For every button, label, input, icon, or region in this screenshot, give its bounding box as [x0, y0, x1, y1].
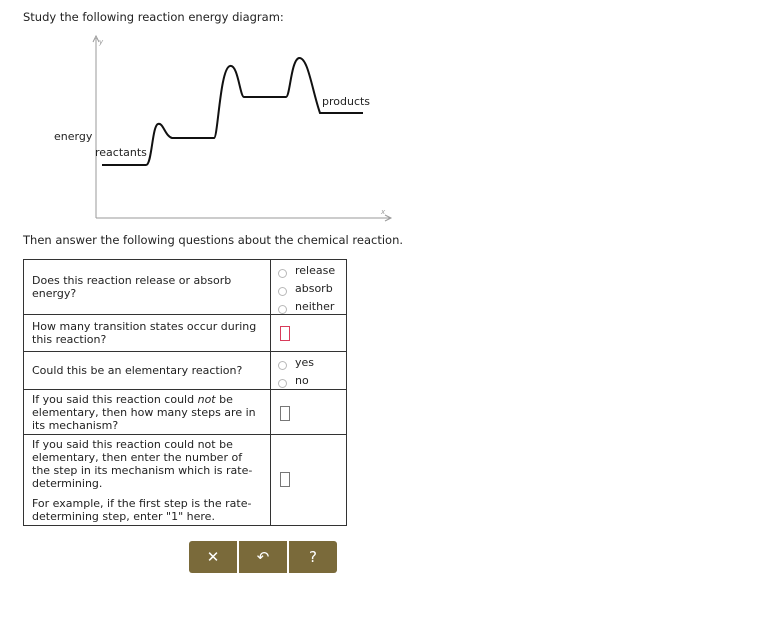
help-icon: ?	[309, 548, 317, 566]
x-axis-label: x	[381, 208, 386, 216]
clear-button[interactable]	[189, 541, 237, 573]
undo-button[interactable]	[239, 541, 287, 573]
action-button-bar	[189, 541, 337, 573]
option-no[interactable]	[278, 373, 309, 388]
question-text-start: If you said this reaction could	[32, 392, 198, 406]
answer-cell	[271, 315, 347, 352]
question-note: For example, if the first step is the rate-determining step, enter "1" here.	[32, 496, 252, 523]
products-label: products	[322, 95, 371, 108]
question-text: Could this be an elementary reaction?	[24, 352, 271, 390]
question-row-release-absorb	[24, 260, 347, 315]
option-absorb[interactable]	[278, 281, 333, 296]
undo-icon: ↶	[256, 548, 270, 566]
question-text	[24, 390, 271, 435]
option-neither[interactable]	[278, 299, 334, 314]
question-row-rate-determining	[24, 435, 347, 526]
option-label: absorb	[295, 282, 333, 295]
radio-no[interactable]	[278, 379, 287, 388]
question-text: Does this reaction release or absorb energy?	[24, 260, 271, 315]
instructions-text: Then answer the following questions about the chemical reaction.	[23, 233, 404, 247]
question-cell	[24, 435, 271, 526]
radio-neither[interactable]	[278, 305, 287, 314]
question-row-transition-states	[24, 315, 347, 352]
questions-table	[23, 259, 347, 526]
answer-cell	[271, 390, 347, 435]
question-text: If you said this reaction could not be elementary, then enter the number of the step in its mechanism which is rate-determining.	[32, 437, 253, 490]
answer-cell	[271, 352, 347, 390]
y-axis-label: y	[99, 38, 104, 46]
energy-diagram	[0, 0, 762, 233]
rate-determining-step-input[interactable]	[280, 472, 290, 487]
question-text: How many transition states occur during this reaction?	[24, 315, 271, 352]
reactants-label: reactants	[95, 146, 147, 159]
radio-yes[interactable]	[278, 361, 287, 370]
answer-cell	[271, 260, 347, 315]
question-row-elementary	[24, 352, 347, 390]
energy-label: energy	[54, 130, 93, 143]
option-label: neither	[295, 300, 335, 313]
transition-states-input[interactable]	[280, 326, 290, 341]
option-label: no	[295, 374, 309, 387]
option-label: release	[295, 264, 336, 277]
answer-cell	[271, 435, 347, 526]
question-row-mechanism-steps	[24, 390, 347, 435]
intro-text: Study the following reaction energy diagram:	[23, 10, 284, 24]
radio-release[interactable]	[278, 269, 287, 278]
close-icon: ✕	[206, 548, 220, 566]
option-release[interactable]	[278, 263, 335, 278]
question-text-end: be elementary, then how many steps are in its mechanism?	[32, 392, 256, 432]
radio-absorb[interactable]	[278, 287, 287, 296]
mechanism-steps-input[interactable]	[280, 406, 290, 421]
help-button[interactable]	[289, 541, 337, 573]
option-yes[interactable]	[278, 355, 314, 370]
question-text-emphasis: not	[197, 392, 216, 406]
option-label: yes	[295, 356, 315, 369]
